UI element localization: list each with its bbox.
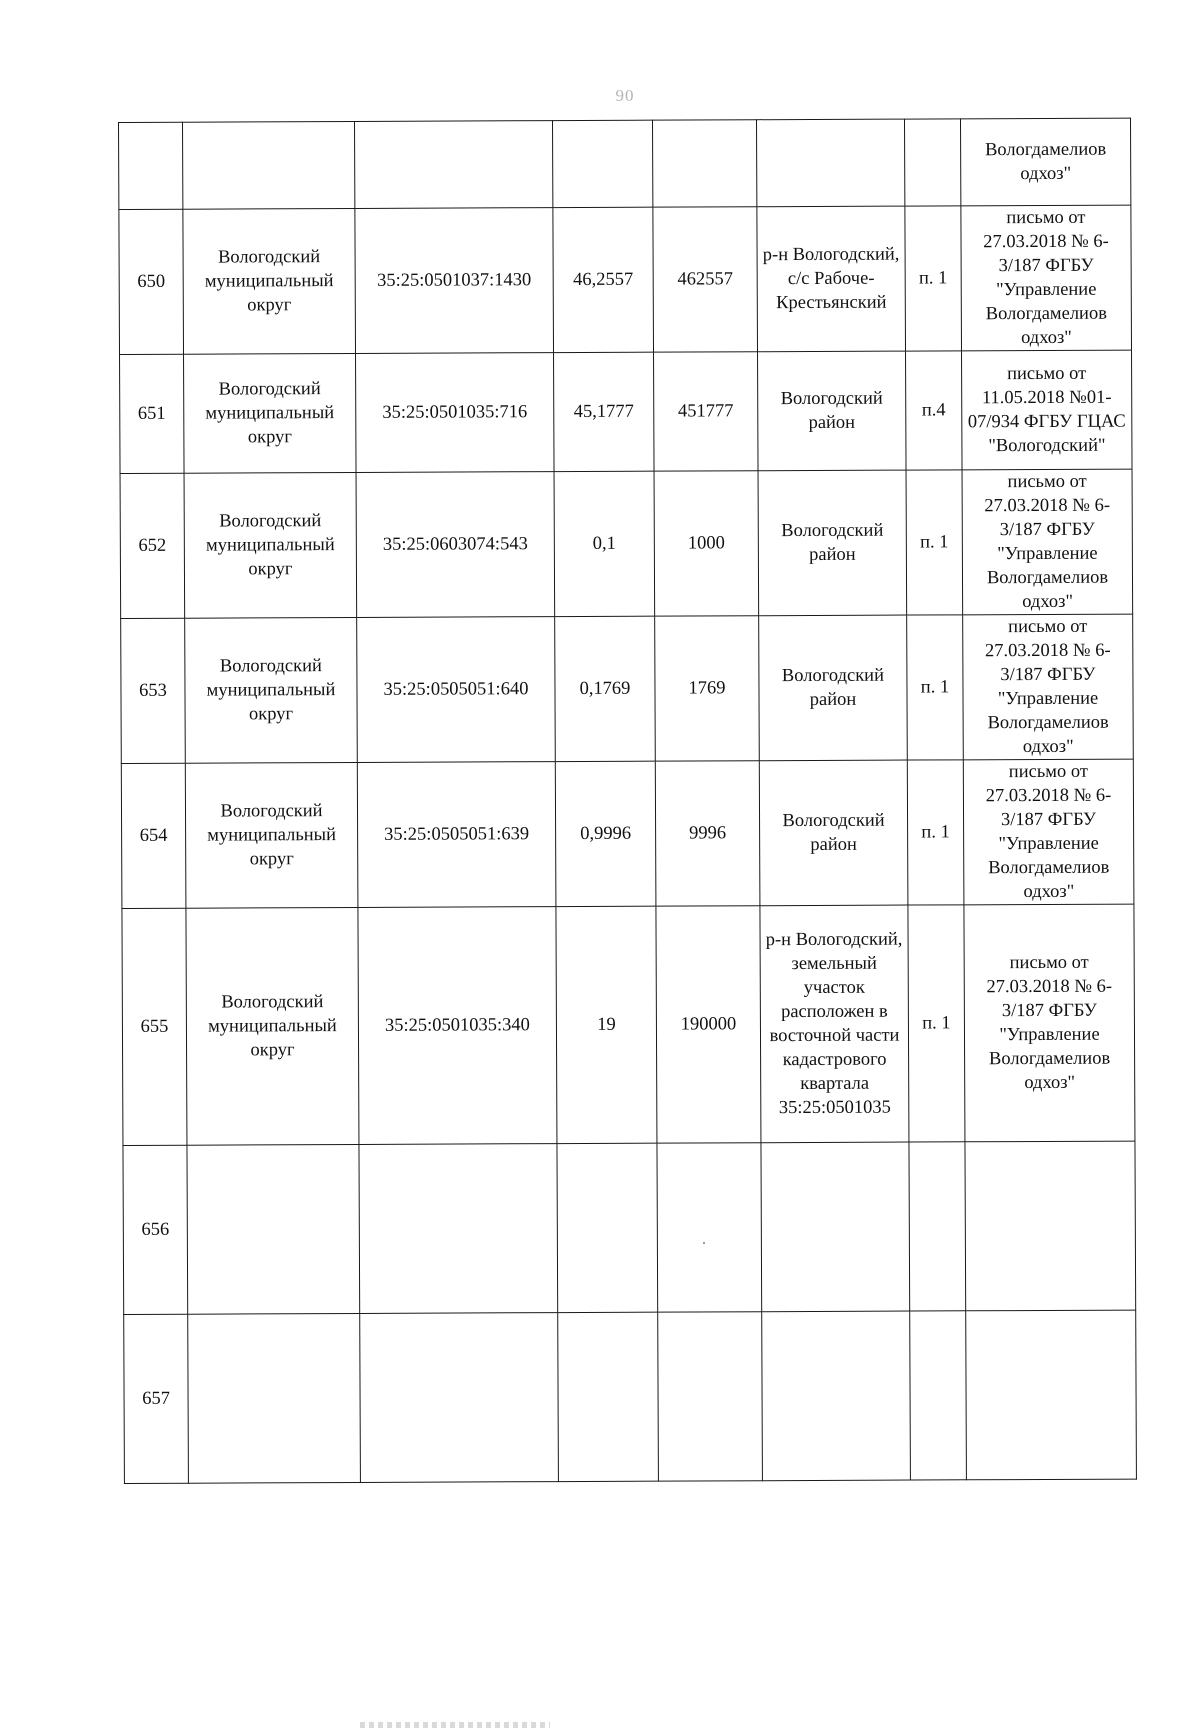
clause-cell: п. 1 [906,470,963,615]
area-ha-cell: 0,9996 [555,761,656,906]
area-ha-cell: 0,1769 [555,616,656,761]
row-number-cell: 653 [121,618,186,763]
table-row [120,350,1133,473]
document-cell: письмо от 27.03.2018 № 6-3/187 ФГБУ "Управление Вологдамелиов одхоз" [961,205,1132,351]
row-number-cell: 656 [123,1145,188,1314]
clause-cell: п. 1 [908,905,965,1142]
location-cell [762,1311,911,1481]
table-row [121,614,1134,763]
area-m2-cell: 1000 [654,471,759,616]
cadastral-number-cell: 35:25:0603074:543 [356,472,555,618]
document-cell [966,1310,1137,1480]
cadastral-number-cell: 35:25:0501035:340 [358,907,557,1145]
district-cell [183,121,355,209]
cadastral-number-cell: 35:25:0501037:1430 [355,208,554,354]
area-ha-cell: 0,1 [554,471,655,616]
table-row-continuation [119,118,1131,209]
cadastral-number-cell [359,1144,558,1314]
area-m2-cell: 451777 [654,352,759,471]
clause-cell [909,1142,966,1311]
location-cell: Вологодский район [759,615,908,761]
table-row [122,904,1135,1145]
district-cell [188,1313,361,1483]
scan-speck [703,1242,705,1244]
area-m2-cell: 9996 [655,761,760,906]
district-cell: Вологодский муниципальный округ [184,472,357,618]
row-number-cell: 652 [120,473,185,618]
area-ha-cell [557,1143,658,1312]
area-m2-cell [652,120,756,207]
cadastral-number-cell: 35:25:0501035:716 [356,353,555,473]
area-m2-cell: 462557 [653,207,758,352]
row-number-cell: 651 [120,354,185,473]
clause-cell: п. 1 [907,760,964,905]
location-cell [756,119,904,207]
clause-cell [904,119,960,206]
clause-cell [910,1311,967,1480]
area-m2-cell: 190000 [656,906,761,1143]
table-row [124,1310,1137,1483]
document-cell: письмо от 27.03.2018 № 6-3/187 ФГБУ "Управление Вологдамелиов одхоз" [962,469,1133,615]
location-cell: р-н Вологодский, земельный участок расположен в восточной части кадастрового квартала 35:25:0501035 [760,905,909,1143]
area-ha-cell [558,1312,659,1481]
area-ha-cell: 45,1777 [554,352,655,471]
area-m2-cell [657,1143,762,1312]
table-row [120,469,1133,618]
location-cell: Вологодский район [759,760,908,906]
cadastral-number-cell: 35:25:0505051:640 [357,617,556,763]
row-number-cell: 657 [124,1314,189,1483]
cadastral-number-cell [354,121,552,209]
area-ha-cell: 46,2557 [553,207,654,352]
document-cell: письмо от 27.03.2018 № 6-3/187 ФГБУ "Управление Вологдамелиов одхоз" [963,614,1134,760]
clause-cell: п. 1 [905,206,962,351]
district-cell: Вологодский муниципальный округ [185,617,358,763]
location-cell [761,1142,910,1312]
area-ha-cell: 19 [556,906,657,1143]
area-m2-cell [658,1312,763,1481]
district-cell: Вологодский муниципальный округ [185,762,358,908]
row-number-cell: 654 [121,763,186,908]
document-cell [965,1141,1136,1311]
district-cell [187,1144,360,1314]
location-cell: Вологодский район [758,470,907,616]
row-number-cell: 655 [122,908,187,1145]
table-row [123,1141,1136,1314]
area-ha-cell [552,120,652,207]
location-cell: Вологодский район [758,351,907,471]
area-m2-cell: 1769 [655,616,760,761]
district-cell: Вологодский муниципальный округ [186,907,359,1145]
table-row [119,205,1132,354]
document-cell: Вологдамелиов одхоз" [960,118,1130,206]
table-row [121,759,1134,908]
document-cell: письмо от 27.03.2018 № 6-3/187 ФГБУ "Управление Вологдамелиов одхоз" [964,904,1135,1142]
row-number-cell: 650 [119,209,184,354]
cadastral-number-cell: 35:25:0505051:639 [357,762,556,908]
district-cell: Вологодский муниципальный округ [183,208,356,354]
document-cell: письмо от 11.05.2018 №01-07/934 ФГБУ ГЦАС "Вологодский" [962,350,1133,470]
land-plots-table [118,118,1137,1484]
cadastral-number-cell [360,1313,559,1483]
page-number: 90 [615,86,635,105]
scan-artifact [360,1722,550,1728]
document-cell: письмо от 27.03.2018 № 6-3/187 ФГБУ "Управление Вологдамелиов одхоз" [963,759,1134,905]
clause-cell: п. 1 [907,615,964,760]
row-number-cell [119,122,183,209]
clause-cell: п.4 [906,351,963,470]
location-cell: р-н Вологодский, с/с Рабоче-Крестьянский [757,206,906,352]
district-cell: Вологодский муниципальный округ [184,353,357,473]
